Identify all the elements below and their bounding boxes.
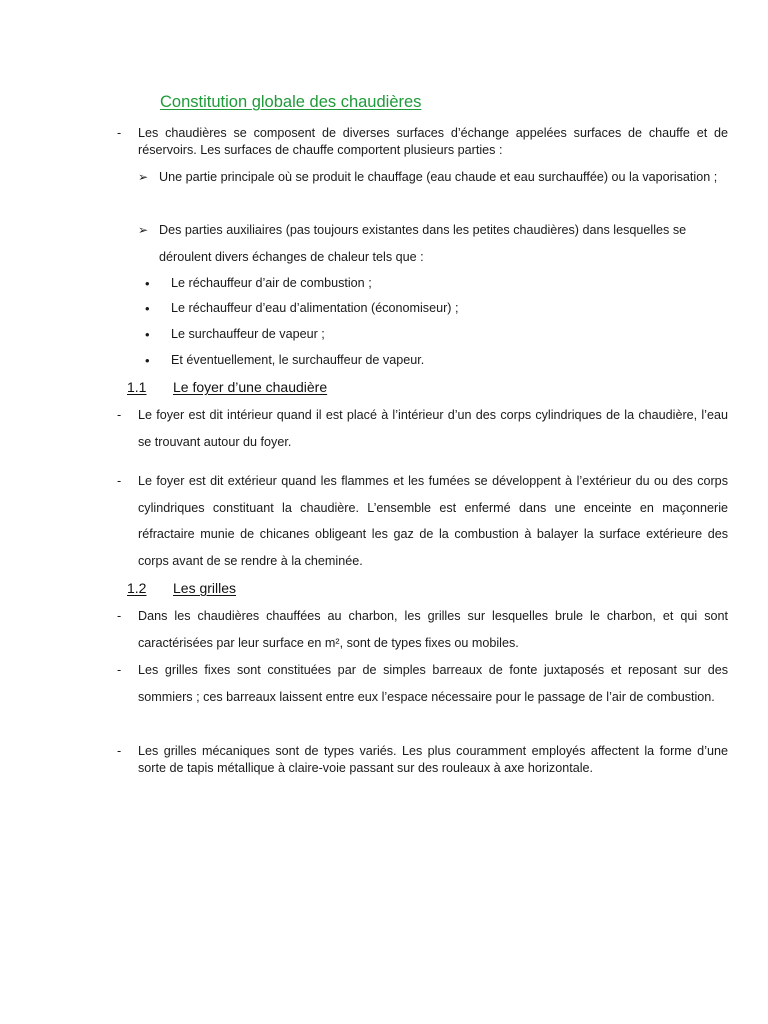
section-number: 1.1 xyxy=(127,379,147,395)
dash-marker: - xyxy=(117,744,122,758)
section-title: Le foyer d’une chaudière xyxy=(173,379,328,395)
bullet-marker-icon: • xyxy=(145,301,150,316)
bullet-list-item xyxy=(145,275,725,292)
paragraph-text: Les grilles fixes sont constituées par de simples barreaux de fonte juxtaposés et reposant sur des sommiers ; ces barreaux laissent entre eux l’espace nécessaire pour le passage de l’air de combustion. xyxy=(138,663,728,704)
arrow-item-text: Des parties auxiliaires (pas toujours existantes dans les petites chaudières) dans lesquelles se déroulent divers échanges de chaleur tels que : xyxy=(159,223,687,264)
section-heading xyxy=(127,580,236,596)
dash-marker: - xyxy=(117,408,122,422)
page-title: Constitution globale des chaudières xyxy=(160,93,422,111)
bullet-marker-icon: • xyxy=(145,327,150,342)
arrow-marker-icon: ➢ xyxy=(138,170,149,184)
paragraph-text: Dans les chaudières chauffées au charbon, les grilles sur lesquelles brule le charbon, et qui sont caractérisées par leur surface en m², sont de types fixes ou mobiles. xyxy=(138,609,728,650)
bullet-marker-icon: • xyxy=(145,276,150,291)
dash-marker: - xyxy=(117,126,122,140)
arrow-list-item xyxy=(138,217,728,270)
arrow-list-item xyxy=(138,164,728,191)
arrow-marker-icon: ➢ xyxy=(138,223,149,237)
bullet-list-item xyxy=(145,352,725,369)
dash-marker: - xyxy=(117,474,122,488)
section-paragraph xyxy=(117,743,728,777)
intro-paragraph xyxy=(117,125,728,159)
paragraph-text: Le foyer est dit extérieur quand les flammes et les fumées se développent à l’extérieur du ou des corps cylindriques constituant la chaudière. L’ensemble est enfermé dans une enceinte en maçonnerie réfractaire munie de chicanes obligeant les gaz de la combustion à balayer la surface extérieure des corps avant de se rendre à la cheminée. xyxy=(138,474,728,568)
bullet-list-item xyxy=(145,300,725,317)
bullet-item-text: Le réchauffeur d’air de combustion ; xyxy=(171,276,372,290)
section-paragraph xyxy=(117,603,728,656)
bullet-item-text: Et éventuellement, le surchauffeur de vapeur. xyxy=(171,353,425,367)
bullet-item-text: Le réchauffeur d’eau d’alimentation (économiseur) ; xyxy=(171,301,459,315)
section-number: 1.2 xyxy=(127,580,147,596)
section-paragraph xyxy=(117,468,728,574)
dash-marker: - xyxy=(117,609,122,623)
dash-marker: - xyxy=(117,663,122,677)
paragraph-text: Le foyer est dit intérieur quand il est placé à l’intérieur d’un des corps cylindriques de la chaudière, l’eau se trouvant autour du foyer. xyxy=(138,408,728,449)
arrow-item-text: Une partie principale où se produit le chauffage (eau chaude et eau surchauffée) ou la vaporisation ; xyxy=(159,170,718,184)
section-paragraph xyxy=(117,402,728,455)
bullet-item-text: Le surchauffeur de vapeur ; xyxy=(171,327,325,341)
section-paragraph xyxy=(117,657,728,710)
section-heading xyxy=(127,379,327,395)
bullet-list-item xyxy=(145,326,725,343)
bullet-marker-icon: • xyxy=(145,353,150,368)
intro-text: Les chaudières se composent de diverses surfaces d’échange appelées surfaces de chauffe et de réservoirs. Les surfaces de chauffe comportent plusieurs parties : xyxy=(138,126,728,157)
paragraph-text: Les grilles mécaniques sont de types variés. Les plus couramment employés affectent la forme d’une sorte de tapis métallique à claire-voie passant sur des rouleaux à axe horizontale. xyxy=(138,744,728,775)
section-title: Les grilles xyxy=(173,580,237,596)
